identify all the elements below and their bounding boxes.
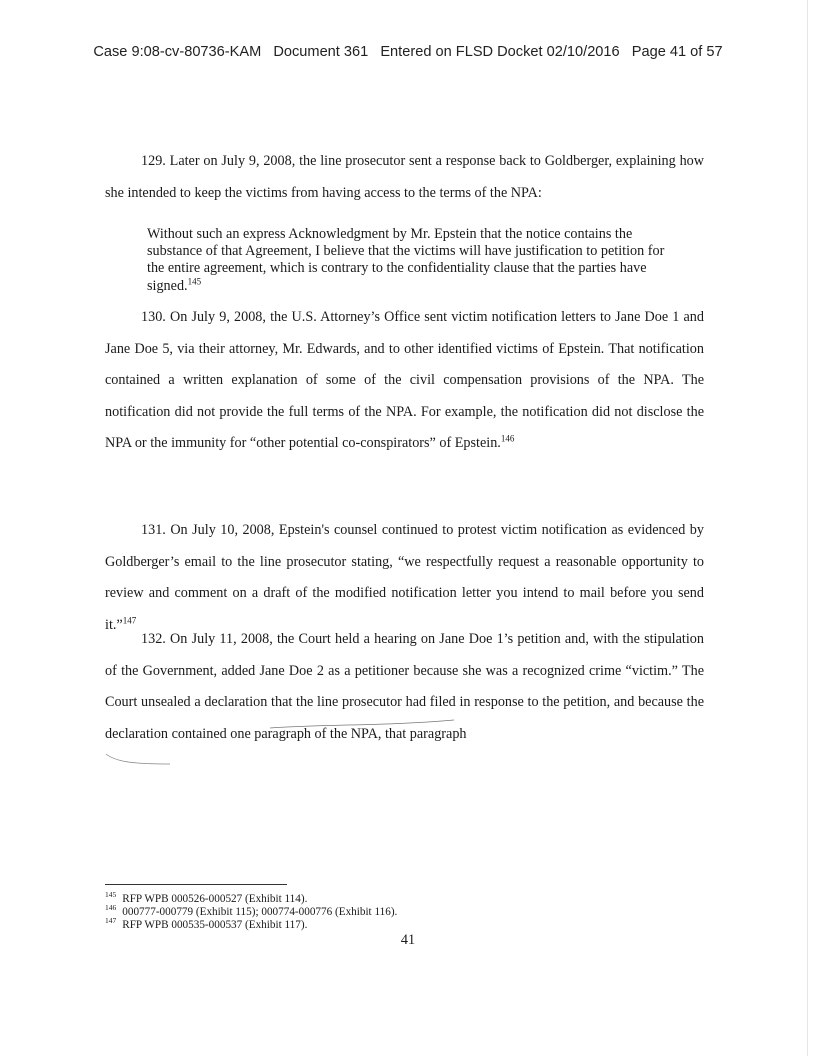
footnote-146: $^{146}$ 000777-000779 (Exhibit 115); 000774-000776 (Exhibit 116). xyxy=(105,903,398,918)
page-count: Page 41 of 57 xyxy=(631,44,723,60)
block-quote: Without such an express Acknowledgment by Mr. Epstein that the notice contains the substance of that Agreement, I believe that the victims will have justification to petition for the entire agreement, which is contrary to the confidentiality clause that the parties have signed.$^{145}$ xyxy=(147,226,665,294)
footnote-divider xyxy=(105,884,287,885)
paragraph-131: 131. On July 10, 2008, Epstein's counsel continued to protest victim notification as evidenced by Goldberger’s email to the line prosecutor stating, “we respectfully request a reasonable opportunity to review and comment on a draft of the modified notification letter you intend to mail before you send it.”$^{147}$ xyxy=(105,522,704,633)
paragraph-132: 132. On July 11, 2008, the Court held a hearing on Jane Doe 1’s petition and, with the stipulation of the Government, added Jane Doe 2 as a petitioner because she was a recognized crime “victim.” The Court unsealed a declaration that the line prosecutor had filed in response to the petition, and because the declaration contained one paragraph of the NPA, that paragraph xyxy=(105,631,704,742)
paragraph-129: 129. Later on July 9, 2008, the line prosecutor sent a response back to Goldberger, explaining how she intended to keep the victims from having access to the terms of the NPA: xyxy=(105,153,704,201)
document-number: Document 361 xyxy=(273,44,369,60)
pen-curve-mark xyxy=(104,752,174,768)
footnote-145: $^{145}$ RFP WPB 000526-000527 (Exhibit 114). xyxy=(105,890,308,905)
footnote-ref-146: 146 xyxy=(500,433,515,444)
case-number: Case 9:08-cv-80736-KAM xyxy=(93,44,262,60)
paragraph-130: 130. On July 9, 2008, the U.S. Attorney’s Office sent victim notification letters to Jane Doe 1 and Jane Doe 5, via their attorney, Mr. Edwards, and to other identified victims of Epstein. That notification contained a written explanation of some of the civil compensation provisions of the NPA. The notification did not provide the full terms of the NPA. For example, the notification did not disclose the NPA or the immunity for “other potential co-conspirators” of Epstein.$^{146}$ xyxy=(105,309,704,451)
footnote-147: $^{147}$ RFP WPB 000535-000537 (Exhibit 117). xyxy=(105,916,308,931)
entered-date: Entered on FLSD Docket 02/10/2016 xyxy=(380,44,620,60)
page-edge-line xyxy=(807,0,808,1056)
footnote-ref-145: 145 xyxy=(187,275,202,286)
page-number: 41 xyxy=(400,932,416,948)
docket-header xyxy=(0,44,816,60)
footnote-ref-147: 147 xyxy=(122,614,137,625)
